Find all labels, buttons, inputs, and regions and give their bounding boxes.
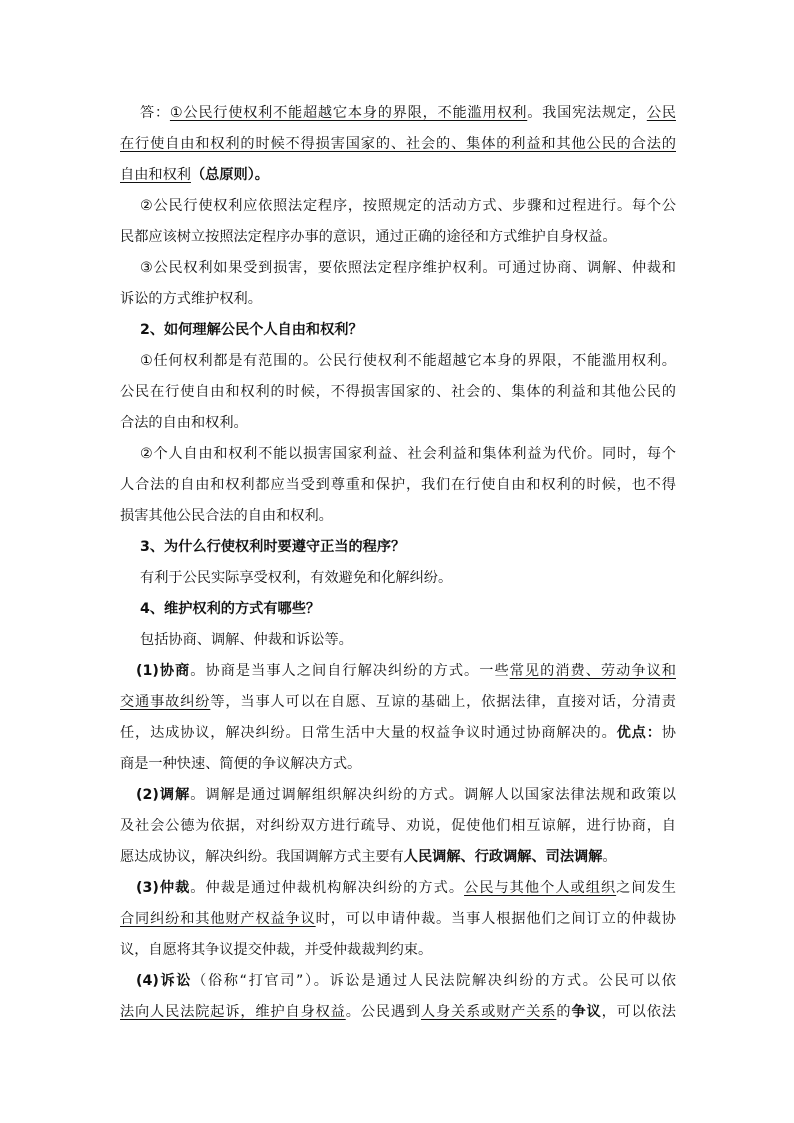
text-line: ②个人自由和权利不能以损害国家利益、社会利益和集体利益为代价。同时，每个	[140, 446, 676, 462]
text-line	[120, 160, 676, 191]
text-line: 有利于公民实际享受权利，有效避免和化解纠纷。	[140, 570, 453, 586]
text-span: 协	[661, 725, 676, 741]
bold-text: (3)仲裁	[136, 880, 191, 896]
bold-text: (4)诉讼	[136, 973, 193, 989]
text-line: ②公民行使权利应依照法定程序，按照规定的活动方式、步骤和过程进行。每个公	[140, 198, 676, 214]
underlined-text: 公民	[646, 105, 676, 121]
text-line	[120, 997, 676, 1028]
text-span: 任，达成协议，解决纠纷。日常生活中大量的权益争议时通过协商解决的。	[120, 725, 617, 741]
answer-prefix: 答：	[140, 105, 170, 121]
text-span: 时，可以申请仲裁。当事人根据他们之间订立的仲裁协	[315, 911, 676, 927]
text-span: 愿达成协议，解决纠纷。我国调解方式主要有	[120, 849, 404, 865]
text-span: （俗称“打官司”）。诉讼是通过人民法院解决纠纷的方式。公民可以依	[192, 973, 676, 989]
text-line	[120, 966, 676, 997]
text-line: 及社会公德为依据，对纠纷双方进行疏导、劝说，促使他们相互谅解，进行协商，自	[120, 818, 676, 834]
question-heading: 4、维护权利的方式有哪些？	[140, 601, 321, 617]
question-heading: 3、为什么行使权利时要遵守正当的程序？	[140, 539, 406, 555]
text-line	[120, 718, 676, 749]
bold-text: 优点：	[616, 725, 662, 741]
text-line: 民都应该树立按照法定程序办事的意识，通过正确的途径和方式维护自身权益。	[120, 229, 617, 245]
underlined-text: 自由和权利	[120, 167, 191, 183]
bold-text: 争议	[571, 1004, 602, 1020]
text-span: 。我国宪法规定，	[527, 105, 647, 121]
text-line: 损害其他公民合法的自由和权利。	[120, 508, 333, 524]
text-span: 。公民遇到	[345, 1004, 421, 1020]
text-span: 。仲裁是通过仲裁机构解决纠纷的方式。	[190, 880, 465, 896]
underlined-text: 合同纠纷和其他财产权益争议	[120, 911, 316, 927]
text-line	[120, 687, 676, 718]
text-line	[120, 656, 676, 687]
text-span: 。调解是通过调解组织解决纠纷的方式。调解人以国家法律法规和政策以	[190, 787, 676, 803]
text-line	[120, 842, 676, 873]
text-span: 之间发生	[616, 880, 676, 896]
document-page	[120, 98, 676, 1028]
text-span: ，可以依法	[601, 1004, 676, 1020]
text-line: ③公民权利如果受到损害，要依照法定程序维护权利。可通过协商、调解、仲裁和	[140, 260, 676, 276]
text-line	[120, 904, 676, 935]
text-span: 。	[602, 849, 617, 865]
text-line: 公民在行使自由和权利的时候，不得损害国家的、社会的、集体的利益和其他公民的	[120, 384, 676, 400]
bold-text: (2)调解	[136, 787, 191, 803]
underlined-text: 人身关系或财产关系	[420, 1004, 557, 1020]
text-line: ①任何权利都是有范围的。公民行使权利不能超越它本身的界限，不能滥用权利。	[140, 353, 676, 369]
underlined-text: 法向人民法院起诉，维护自身权益	[120, 1004, 346, 1020]
underlined-text: 公民与其他个人或组织	[464, 880, 617, 896]
text-span: 的	[556, 1004, 572, 1020]
text-line: 人合法的自由和权利都应当受到尊重和保护，我们在行使自由和权利的时候，也不得	[120, 477, 676, 493]
text-line	[120, 873, 676, 904]
text-line: 包括协商、调解、仲裁和诉讼等。	[140, 632, 353, 648]
underlined-text: 常见的消费、劳动争议和	[509, 663, 676, 679]
text-line: 商是一种快速、简便的争议解决方式。	[120, 756, 362, 772]
text-line: 诉讼的方式维护权利。	[120, 291, 262, 307]
text-line: 合法的自由和权利。	[120, 415, 248, 431]
bold-text: （总原则）。	[190, 167, 269, 183]
text-line	[120, 98, 676, 129]
text-line	[120, 780, 676, 811]
text-span: 。协商是当事人之间自行解决纠纷的方式。一些	[190, 663, 510, 679]
question-heading: 2、如何理解公民个人自由和权利？	[140, 322, 363, 338]
underlined-text: 交通事故纠纷	[120, 694, 211, 710]
bold-text: (1)协商	[136, 663, 191, 679]
underlined-line: 在行使自由和权利的时候不得损害国家的、社会的、集体的利益和其他公民的合法的	[120, 136, 676, 152]
underlined-text: ①公民行使权利不能超越它本身的界限，不能滥用权利	[169, 105, 528, 121]
bold-text: 人民调解、行政调解、司法调解	[403, 849, 603, 865]
text-line: 议，自愿将其争议提交仲裁，并受仲裁裁判约束。	[120, 942, 433, 958]
text-span: 等，当事人可以在自愿、互谅的基础上，依据法律，直接对话，分清责	[210, 694, 676, 710]
